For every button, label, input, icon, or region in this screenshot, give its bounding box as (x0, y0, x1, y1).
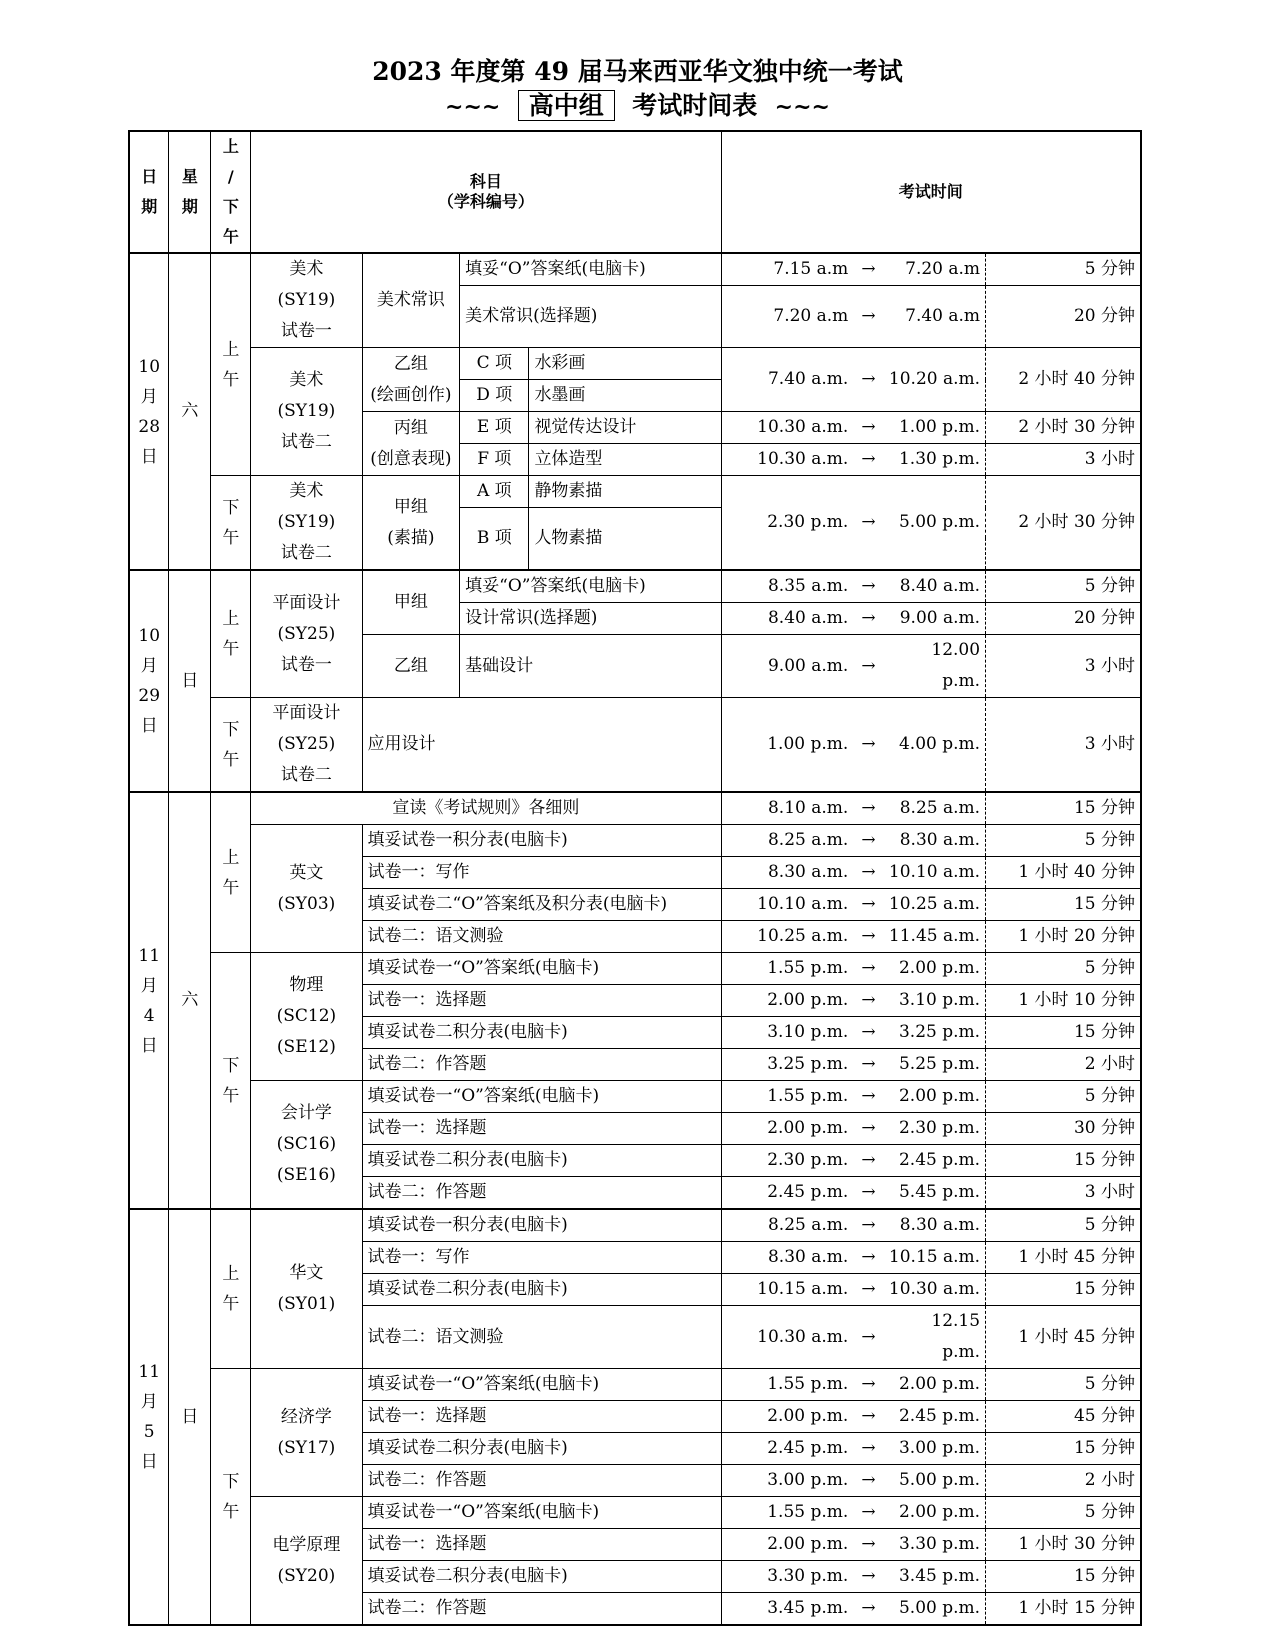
end-time: 2.00 p.m. (884, 1369, 986, 1401)
end-time: 2.45 p.m. (884, 1145, 986, 1177)
arrow-icon: → (853, 825, 883, 857)
duration: 15 分钟 (986, 792, 1141, 825)
subject-art-paper2-pm: 美术 (SY19) 试卷二 (251, 476, 362, 571)
arrow-icon: → (853, 253, 883, 286)
start-time: 10.30 a.m. (721, 444, 853, 476)
row-item: 试卷一：选择题 (362, 1401, 721, 1433)
header-date: 日 期 (129, 131, 169, 253)
item-code: F 项 (460, 444, 529, 476)
tilde-right: ~~~ (774, 94, 830, 120)
row-item: 填妥试卷二积分表(电脑卡) (362, 1017, 721, 1049)
arrow-icon: → (853, 1401, 883, 1433)
header-weekday: 星 期 (169, 131, 211, 253)
start-time: 9.00 a.m. (721, 635, 853, 698)
duration: 3 小时 (986, 1177, 1141, 1210)
start-time: 8.35 a.m. (721, 570, 853, 603)
end-time: 5.00 p.m. (884, 476, 986, 571)
start-time: 7.40 a.m. (721, 348, 853, 412)
arrow-icon: → (853, 603, 883, 635)
session-pm: 下 午 (211, 1369, 251, 1626)
arrow-icon: → (853, 1433, 883, 1465)
duration: 3 小时 (986, 444, 1141, 476)
date-cell: 11 月 4 日 (129, 792, 169, 1209)
duration: 5 分钟 (986, 1209, 1141, 1242)
arrow-icon: → (853, 1113, 883, 1145)
start-time: 10.30 a.m. (721, 1306, 853, 1369)
subject-design-paper2: 平面设计 (SY25) 试卷二 (251, 698, 362, 793)
item-name: 静物素描 (529, 476, 721, 508)
group-yi: 乙组 (362, 635, 460, 698)
item-name: 人物素描 (529, 508, 721, 571)
arrow-icon: → (853, 286, 883, 348)
duration: 15 分钟 (986, 1274, 1141, 1306)
end-time: 3.45 p.m. (884, 1561, 986, 1593)
row-item: 填妥“O”答案纸(电脑卡) (460, 253, 721, 286)
date-cell: 11 月 5 日 (129, 1209, 169, 1625)
row-item: 试卷一：选择题 (362, 985, 721, 1017)
row-item: 填妥试卷一积分表(电脑卡) (362, 1209, 721, 1242)
arrow-icon: → (853, 1593, 883, 1626)
end-time: 1.30 p.m. (884, 444, 986, 476)
arrow-icon: → (853, 1209, 883, 1242)
session-am: 上 午 (211, 792, 251, 953)
arrow-icon: → (853, 698, 883, 793)
schedule-label: 考试时间表 (632, 91, 758, 120)
duration: 2 小时 (986, 1049, 1141, 1081)
date-cell: 10 月 29 日 (129, 570, 169, 792)
start-time: 3.45 p.m. (721, 1593, 853, 1626)
row-item: 试卷二：作答题 (362, 1177, 721, 1210)
start-time: 3.10 p.m. (721, 1017, 853, 1049)
exam-schedule-table (128, 130, 1142, 1626)
session-pm: 下 午 (211, 953, 251, 1210)
start-time: 2.00 p.m. (721, 1529, 853, 1561)
row-item: 试卷二：作答题 (362, 1593, 721, 1626)
session-pm: 下 午 (211, 698, 251, 793)
duration: 5 分钟 (986, 825, 1141, 857)
arrow-icon: → (853, 1306, 883, 1369)
start-time: 3.30 p.m. (721, 1561, 853, 1593)
date-cell: 10 月 28 日 (129, 253, 169, 570)
group-bing: 丙组 (创意表现) (362, 412, 460, 476)
subject-cell: 物理 (SC12) (SE12) (251, 953, 362, 1081)
header-time: 考试时间 (721, 131, 1141, 253)
start-time: 2.45 p.m. (721, 1433, 853, 1465)
weekday-cell: 六 (169, 792, 211, 1209)
start-time: 3.25 p.m. (721, 1049, 853, 1081)
session-am: 上 午 (211, 253, 251, 476)
arrow-icon: → (853, 1369, 883, 1401)
start-time: 8.40 a.m. (721, 603, 853, 635)
row-item: 填妥试卷二积分表(电脑卡) (362, 1561, 721, 1593)
end-time: 10.15 a.m. (884, 1242, 986, 1274)
arrow-icon: → (853, 1529, 883, 1561)
weekday-cell: 六 (169, 253, 211, 570)
row-item: 美术常识(选择题) (460, 286, 721, 348)
row-item: 填妥试卷一积分表(电脑卡) (362, 825, 721, 857)
end-time: 3.30 p.m. (884, 1529, 986, 1561)
row-item: 填妥试卷一“O”答案纸(电脑卡) (362, 1497, 721, 1529)
session-pm: 下 午 (211, 476, 251, 571)
duration: 3 小时 (986, 635, 1141, 698)
arrow-icon: → (853, 889, 883, 921)
start-time: 1.55 p.m. (721, 1081, 853, 1113)
arrow-icon: → (853, 444, 883, 476)
duration: 15 分钟 (986, 1433, 1141, 1465)
row-item: 填妥试卷二积分表(电脑卡) (362, 1433, 721, 1465)
group-yi: 乙组 (绘画创作) (362, 348, 460, 412)
subject-cell: 华文 (SY01) (251, 1209, 362, 1369)
duration: 30 分钟 (986, 1113, 1141, 1145)
end-time: 12.00 p.m. (884, 635, 986, 698)
row-item: 填妥“O”答案纸(电脑卡) (460, 570, 721, 603)
end-time: 10.20 a.m. (884, 348, 986, 412)
item-code: A 项 (460, 476, 529, 508)
subject-art-paper2: 美术 (SY19) 试卷二 (251, 348, 362, 476)
end-time: 8.30 a.m. (884, 825, 986, 857)
document-title: 2023 年度第 49 届马来西亚华文独中统一考试 (372, 57, 903, 86)
start-time: 2.00 p.m. (721, 1113, 853, 1145)
start-time: 7.15 a.m (721, 253, 853, 286)
end-time: 10.10 a.m. (884, 857, 986, 889)
arrow-icon: → (853, 985, 883, 1017)
header-subject-label: 科目 (469, 172, 502, 191)
end-time: 2.00 p.m. (884, 953, 986, 985)
end-time: 9.00 a.m. (884, 603, 986, 635)
group-jia: 甲组 (362, 570, 460, 635)
duration: 1 小时 10 分钟 (986, 985, 1141, 1017)
row-item: 试卷一：选择题 (362, 1113, 721, 1145)
arrow-icon: → (853, 792, 883, 825)
arrow-icon: → (853, 1081, 883, 1113)
row-item: 试卷一：写作 (362, 857, 721, 889)
start-time: 10.15 a.m. (721, 1274, 853, 1306)
start-time: 2.00 p.m. (721, 1401, 853, 1433)
end-time: 5.45 p.m. (884, 1177, 986, 1210)
duration: 15 分钟 (986, 889, 1141, 921)
weekday-cell: 日 (169, 1209, 211, 1625)
header-subject (251, 131, 721, 253)
start-time: 8.25 a.m. (721, 825, 853, 857)
tilde-left: ~~~ (445, 94, 501, 120)
row-item: 应用设计 (362, 698, 721, 793)
start-time: 10.25 a.m. (721, 921, 853, 953)
header-subject-sub: （学科编号） (437, 192, 534, 211)
end-time: 5.25 p.m. (884, 1049, 986, 1081)
row-item: 填妥试卷二积分表(电脑卡) (362, 1145, 721, 1177)
subject-cell: 会计学 (SC16) (SE16) (251, 1081, 362, 1210)
end-time: 12.15 p.m. (884, 1306, 986, 1369)
end-time: 2.45 p.m. (884, 1401, 986, 1433)
row-item: 填妥试卷一“O”答案纸(电脑卡) (362, 1369, 721, 1401)
end-time: 2.00 p.m. (884, 1081, 986, 1113)
arrow-icon: → (853, 348, 883, 412)
arrow-icon: → (853, 1242, 883, 1274)
duration: 20 分钟 (986, 603, 1141, 635)
duration: 5 分钟 (986, 953, 1141, 985)
row-item: 试卷二：语文测验 (362, 1306, 721, 1369)
row-item: 试卷二：作答题 (362, 1049, 721, 1081)
start-time: 8.30 a.m. (721, 857, 853, 889)
duration: 5 分钟 (986, 570, 1141, 603)
duration: 3 小时 (986, 698, 1141, 793)
duration: 1 小时 45 分钟 (986, 1306, 1141, 1369)
arrow-icon: → (853, 476, 883, 571)
end-time: 7.40 a.m (884, 286, 986, 348)
end-time: 7.20 a.m (884, 253, 986, 286)
end-time: 1.00 p.m. (884, 412, 986, 444)
item-code: D 项 (460, 380, 529, 412)
end-time: 8.25 a.m. (884, 792, 986, 825)
duration: 2 小时 (986, 1465, 1141, 1497)
arrow-icon: → (853, 1497, 883, 1529)
end-time: 11.45 a.m. (884, 921, 986, 953)
row-item: 试卷一：写作 (362, 1242, 721, 1274)
start-time: 2.30 p.m. (721, 476, 853, 571)
duration: 15 分钟 (986, 1145, 1141, 1177)
end-time: 3.10 p.m. (884, 985, 986, 1017)
start-time: 1.00 p.m. (721, 698, 853, 793)
item-name: 水彩画 (529, 348, 721, 380)
arrow-icon: → (853, 412, 883, 444)
row-item: 基础设计 (460, 635, 721, 698)
duration: 2 小时 40 分钟 (986, 348, 1141, 412)
arrow-icon: → (853, 953, 883, 985)
duration: 15 分钟 (986, 1017, 1141, 1049)
arrow-icon: → (853, 1017, 883, 1049)
start-time: 7.20 a.m (721, 286, 853, 348)
row-item: 设计常识(选择题) (460, 603, 721, 635)
group-box: 高中组 (518, 90, 615, 121)
item-name: 视觉传达设计 (529, 412, 721, 444)
arrow-icon: → (853, 635, 883, 698)
session-am: 上 午 (211, 1209, 251, 1369)
item-code: B 项 (460, 508, 529, 571)
arrow-icon: → (853, 570, 883, 603)
item-code: E 项 (460, 412, 529, 444)
start-time: 3.00 p.m. (721, 1465, 853, 1497)
end-time: 10.25 a.m. (884, 889, 986, 921)
row-item: 试卷二：语文测验 (362, 921, 721, 953)
start-time: 8.25 a.m. (721, 1209, 853, 1242)
duration: 5 分钟 (986, 253, 1141, 286)
arrow-icon: → (853, 1274, 883, 1306)
item-name: 水墨画 (529, 380, 721, 412)
subject-cell: 英文 (SY03) (251, 825, 362, 953)
item-name: 立体造型 (529, 444, 721, 476)
arrow-icon: → (853, 857, 883, 889)
duration: 45 分钟 (986, 1401, 1141, 1433)
subject-design-paper1: 平面设计 (SY25) 试卷一 (251, 570, 362, 698)
duration: 15 分钟 (986, 1561, 1141, 1593)
arrow-icon: → (853, 1561, 883, 1593)
arrow-icon: → (853, 921, 883, 953)
row-item: 填妥试卷一“O”答案纸(电脑卡) (362, 1081, 721, 1113)
start-time: 10.10 a.m. (721, 889, 853, 921)
end-time: 8.30 a.m. (884, 1209, 986, 1242)
duration: 1 小时 20 分钟 (986, 921, 1141, 953)
subject-cell: 经济学 (SY17) (251, 1369, 362, 1497)
end-time: 5.00 p.m. (884, 1465, 986, 1497)
row-item: 填妥试卷一“O”答案纸(电脑卡) (362, 953, 721, 985)
end-time: 3.00 p.m. (884, 1433, 986, 1465)
art-knowledge: 美术常识 (362, 253, 460, 348)
arrow-icon: → (853, 1049, 883, 1081)
duration: 2 小时 30 分钟 (986, 476, 1141, 571)
start-time: 2.00 p.m. (721, 985, 853, 1017)
end-time: 3.25 p.m. (884, 1017, 986, 1049)
duration: 1 小时 15 分钟 (986, 1593, 1141, 1626)
start-time: 10.30 a.m. (721, 412, 853, 444)
arrow-icon: → (853, 1465, 883, 1497)
row-item: 试卷二：作答题 (362, 1465, 721, 1497)
subject-cell: 电学原理 (SY20) (251, 1497, 362, 1626)
end-time: 4.00 p.m. (884, 698, 986, 793)
duration: 5 分钟 (986, 1497, 1141, 1529)
arrow-icon: → (853, 1145, 883, 1177)
duration: 2 小时 30 分钟 (986, 412, 1141, 444)
duration: 1 小时 30 分钟 (986, 1529, 1141, 1561)
item-code: C 项 (460, 348, 529, 380)
end-time: 2.30 p.m. (884, 1113, 986, 1145)
row-item: 试卷一：选择题 (362, 1529, 721, 1561)
start-time: 1.55 p.m. (721, 1497, 853, 1529)
end-time: 2.00 p.m. (884, 1497, 986, 1529)
start-time: 8.30 a.m. (721, 1242, 853, 1274)
group-jia: 甲组 (素描) (362, 476, 460, 571)
duration: 5 分钟 (986, 1081, 1141, 1113)
duration: 1 小时 40 分钟 (986, 857, 1141, 889)
row-item: 填妥试卷二“O”答案纸及积分表(电脑卡) (362, 889, 721, 921)
end-time: 10.30 a.m. (884, 1274, 986, 1306)
subject-art-paper1: 美术 (SY19) 试卷一 (251, 253, 362, 348)
start-time: 2.45 p.m. (721, 1177, 853, 1210)
start-time: 1.55 p.m. (721, 953, 853, 985)
rules-reading: 宣读《考试规则》各细则 (251, 792, 721, 825)
weekday-cell: 日 (169, 570, 211, 792)
end-time: 5.00 p.m. (884, 1593, 986, 1626)
document-subtitle (0, 86, 1275, 122)
session-am: 上 午 (211, 570, 251, 698)
row-item: 填妥试卷二积分表(电脑卡) (362, 1274, 721, 1306)
duration: 5 分钟 (986, 1369, 1141, 1401)
duration: 1 小时 45 分钟 (986, 1242, 1141, 1274)
start-time: 1.55 p.m. (721, 1369, 853, 1401)
header-session: 上 / 下 午 (211, 131, 251, 253)
start-time: 2.30 p.m. (721, 1145, 853, 1177)
end-time: 8.40 a.m. (884, 570, 986, 603)
duration: 20 分钟 (986, 286, 1141, 348)
start-time: 8.10 a.m. (721, 792, 853, 825)
arrow-icon: → (853, 1177, 883, 1210)
